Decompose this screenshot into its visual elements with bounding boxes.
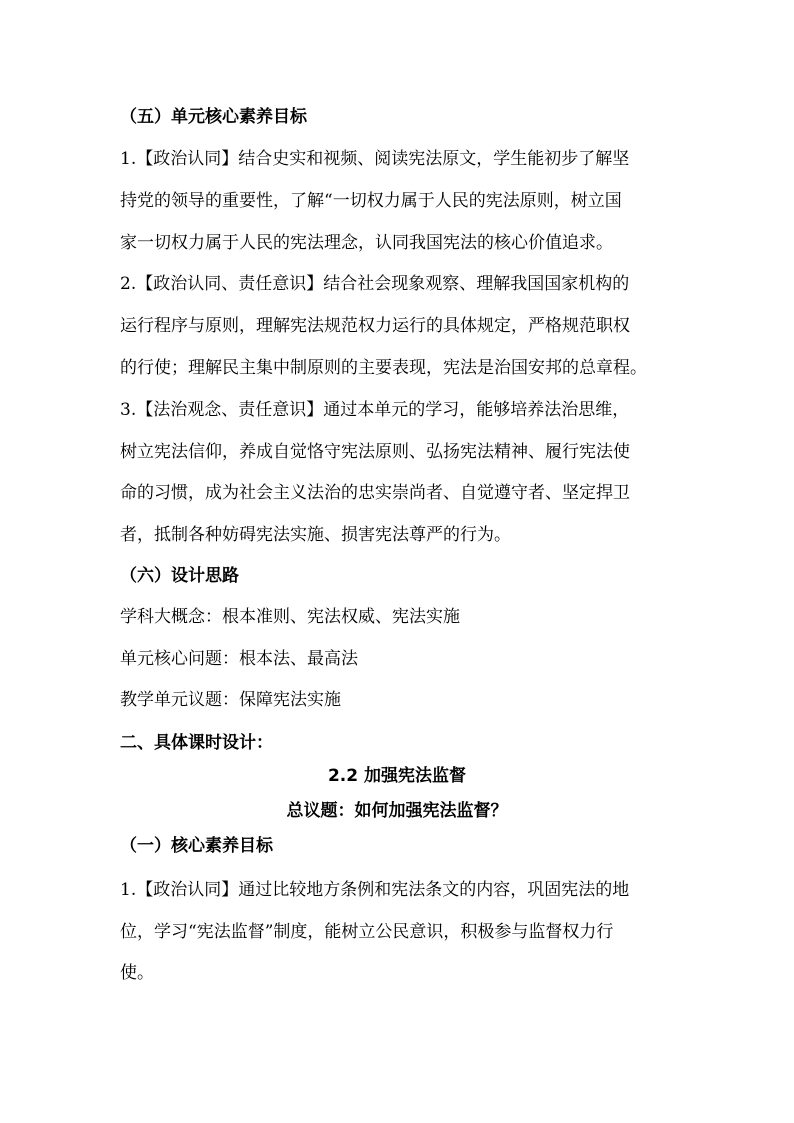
goal2-line1: 2.【政治认同、责任意识】结合社会现象观察、理解我国国家机构的	[120, 274, 630, 294]
section6-heading: （六）设计思路	[120, 566, 239, 586]
overall-topic: 总议题：如何加强宪法监督？	[286, 801, 508, 821]
goal3-line1: 3.【法治观念、责任意识】通过本单元的学习，能够培养法治思维，	[120, 400, 630, 420]
goal3-line4: 者，抵制各种妨碍宪法实施、损害宪法尊严的行为。	[120, 525, 511, 545]
lesson-goal1-line1: 1.【政治认同】通过比较地方条例和宪法条文的内容，巩固宪法的地	[120, 880, 630, 900]
lesson-title: 2.2 加强宪法监督	[327, 766, 467, 786]
concept-line: 学科大概念：根本准则、宪法权威、宪法实施	[120, 607, 460, 627]
goal3-line2: 树立宪法信仰，养成自觉恪守宪法原则、弘扬宪法精神、履行宪法使	[120, 442, 630, 462]
goal1-line2: 持党的领导的重要性，了解“一切权力属于人民的宪法原则，树立国	[120, 191, 622, 211]
section5-heading: （五）单元核心素养目标	[120, 107, 307, 127]
core-literacy-heading: （一）核心素养目标	[120, 836, 273, 856]
goal1-line1: 1.【政治认同】结合史实和视频、阅读宪法原文，学生能初步了解坚	[120, 149, 630, 169]
lesson-goal1-line2: 位，学习“宪法监督”制度，能树立公民意识，积极参与监督权力行	[120, 922, 614, 942]
part2-heading: 二、具体课时设计：	[120, 733, 273, 753]
core-question-line: 单元核心问题：根本法、最高法	[120, 649, 358, 669]
goal3-line3: 命的习惯，成为社会主义法治的忠实崇尚者、自觉遵守者、坚定捍卫	[120, 483, 630, 503]
goal2-line2: 运行程序与原则，理解宪法规范权力运行的具体规定，严格规范职权	[120, 316, 630, 336]
goal2-line3: 的行使；理解民主集中制原则的主要表现，宪法是治国安邦的总章程。	[120, 358, 647, 378]
topic-line: 教学单元议题：保障宪法实施	[120, 690, 341, 710]
lesson-goal1-line3: 使。	[120, 963, 154, 983]
goal1-line3: 家一切权力属于人民的宪法理念，认同我国宪法的核心价值追求。	[120, 233, 613, 253]
